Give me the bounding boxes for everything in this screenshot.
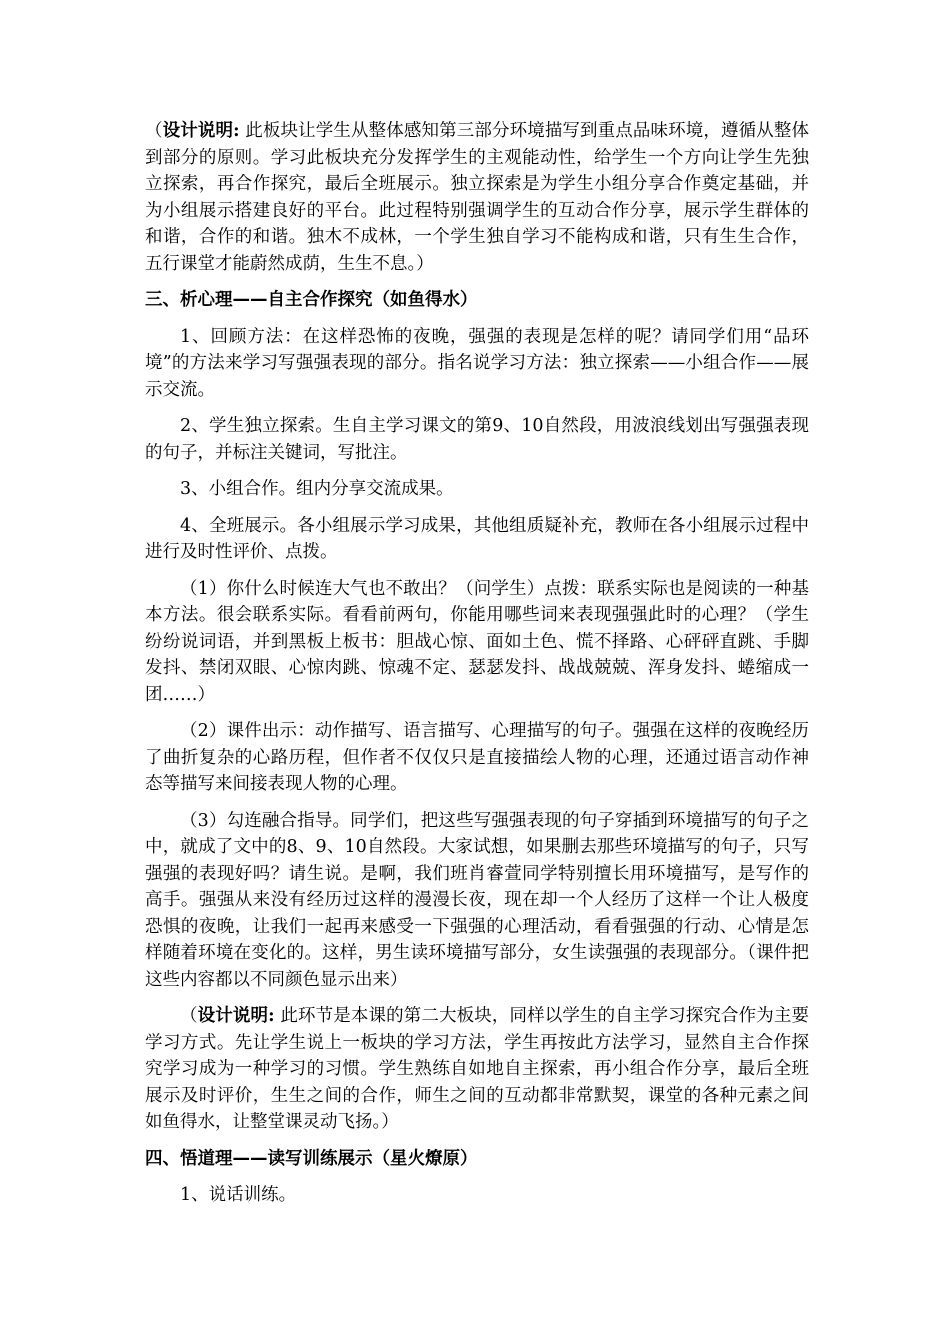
- design-note-2-open: （: [180, 1006, 198, 1026]
- section-3-heading: 三、析心理——自主合作探究（如鱼得水）: [145, 290, 478, 310]
- design-note-1-text: 此板块让学生从整体感知第三部分环境描写到重点品味环境，遵循从整体到部分的原则。学习此板块充分发挥学生的主观能动性，给学生一个方向让学生先独立探索，再合作探究，最后全班展示。独立探索是为学生小组分享合作奠定基础，并为小组展示搭建良好的平台。此过程特别强调学生的互动合作分享，展示学生群体的和谐，合作的和谐。独木不成林，一个学生独自学习不能构成和谐，只有生生合作，五行课堂才能蔚然成荫，生生不息。）: [145, 121, 810, 274]
- section-3-paragraph-4: 4、全班展示。各小组展示学习成果，其他组质疑补充，教师在各小组展示过程中进行及时性评价、点拨。: [145, 515, 809, 562]
- design-note-2: [145, 1003, 809, 1136]
- design-note-2-text: 此环节是本课的第二大板块，同样以学生的自主学习探究合作为主要学习方式。先让学生说上一板块的学习方法，学生再按此方法学习，显然自主合作探究学习成为一种学习的习惯。学生熟练自如地自主探索，再小组合作分享，最后全班展示及时评价，生生之间的合作，师生之间的互动都非常默契，课堂的各种元素之间如鱼得水，让整堂课灵动飞扬。）: [145, 1006, 810, 1132]
- design-note-1: [145, 118, 809, 277]
- section-3-paragraph-7: （3）勾连融合指导。同学们，把这些写强强表现的句子穿插到环境描写的句子之中，就成了文中的8、9、10自然段。大家试想，如果删去那些环境描写的句子，只写强强的表现好吗？请生说。是啊，我们班肖睿萱同学特别擅长用环境描写，是写作的高手。强强从来没有经历过这样的漫漫长夜，现在却一个人经历了这样一个让人极度恐惧的夜晚，让我们一起再来感受一下强强的心理活动，看看强强的行动、心情是怎样随着环境在变化的。这样，男生读环境描写部分，女生读强强的表现部分。（课件把这些内容都以不同颜色显示出来）: [145, 810, 809, 990]
- section-4-paragraph-1: 1、说话训练。: [180, 1185, 297, 1205]
- section-4-heading: 四、悟道理——读写训练展示（星火燎原）: [145, 1148, 478, 1169]
- section-3-paragraph-5: （1）你什么时候连大气也不敢出？（问学生）点拨：联系实际也是阅读的一种基本方法。很会联系实际。看看前两句，你能用哪些词来表现强强此时的心理？（学生纷纷说词语，并到黑板上板书：胆战心惊、面如土色、慌不择路、心砰砰直跳、手脚发抖、禁闭双眼、心惊肉跳、惊魂不定、瑟瑟发抖、战战兢兢、浑身发抖、蜷缩成一团……）: [145, 578, 809, 705]
- document-page: [145, 118, 809, 1219]
- section-3-paragraph-2: 2、学生独立探索。生自主学习课文的第9、10自然段，用波浪线划出写强强表现的句子，并标注关键词，写批注。: [145, 416, 809, 463]
- design-note-1-label: 设计说明:: [162, 121, 240, 141]
- section-3-paragraph-1: 1、回顾方法：在这样恐怖的夜晚，强强的表现是怎样的呢？请同学们用“品环境”的方法来学习写强强表现的部分。指名说学习方法：独立探索——小组合作——展示交流。: [145, 326, 809, 400]
- design-note-2-label: 设计说明:: [197, 1006, 275, 1026]
- design-note-1-open: （: [145, 121, 163, 141]
- section-3-paragraph-6: （2）课件出示：动作描写、语言描写、心理描写的句子。强强在这样的夜晚经历了曲折复杂的心路历程，但作者不仅仅只是直接描绘人物的心理，还通过语言动作神态等描写来间接表现人物的心理。: [145, 721, 809, 794]
- section-3-paragraph-3: 3、小组合作。组内分享交流成果。: [180, 479, 454, 499]
